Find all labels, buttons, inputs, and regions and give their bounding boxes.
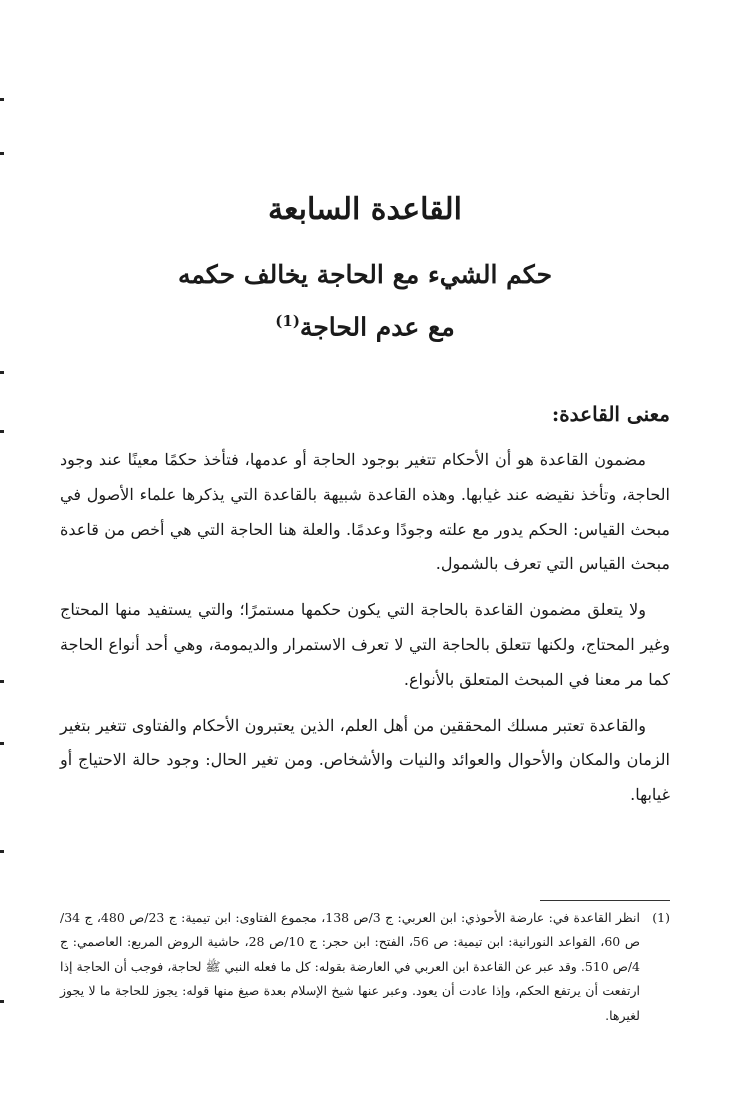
subtitle-line-2: مع عدم الحاجة: [299, 312, 455, 342]
footnote: [60, 906, 670, 1028]
footnote-text: انظر القاعدة في: عارضة الأحوذي: ابن العربي: ج 3/ص 138، مجموع الفتاوى: ابن تيمية: ج 23/ص 480، ج 34/ص 60، القواعد النورانية: ابن تيمية: ص 56، الفتح: ابن حجر: ج 10/ص 28، حاشية الروض المربع: العاصمي: ج 4/ص 510. وقد عبر عن القاعدة ابن العربي في العارضة بقوله: كل ما فعله النبي ﷺ لحاجة، فوجب أن الحاجة إذا ارتفعت أن يرتفع الحكم، وإذا عادت أن يعود. وعبر عنها شيخ الإسلام بعدة صيغ منها قوله: يجوز للحاجة ما لا يجوز لغيرها.: [60, 910, 640, 1023]
paragraph: ولا يتعلق مضمون القاعدة بالحاجة التي يكون حكمها مستمرًا؛ والتي يستفيد منها المحتاج وغير المحتاج، ولكنها تتعلق بالحاجة التي لا تعرف الاستمرار والديمومة، وهي أحد أنواع الحاجة كما مر معنا في المبحث المتعلق بالأنواع.: [60, 600, 670, 689]
paragraph: مضمون القاعدة هو أن الأحكام تتغير بوجود الحاجة أو عدمها، فتأخذ حكمًا معينًا عند وجود الحاجة، وتأخذ نقيضه عند غيابها. وهذه القاعدة شبيهة بالقاعدة التي يذكرها علماء الأصول في مبحث القياس: الحكم يدور مع علته وجودًا وعدمًا. والعلة هنا الحاجة التي هي أخص من قاعدة مبحث القياس التي تعرف بالشمول.: [60, 450, 670, 574]
margin-mark: [0, 680, 4, 683]
subtitle-line-1: حكم الشيء مع الحاجة يخالف حكمه: [177, 260, 553, 289]
margin-mark: [0, 371, 4, 374]
margin-mark: [0, 742, 4, 745]
footnote-divider: [540, 900, 670, 901]
footnote-number: (1): [652, 910, 670, 925]
paragraph: والقاعدة تعتبر مسلك المحققين من أهل العلم، الذين يعتبرون الأحكام والفتاوى تتغير بتغير الزمان والمكان والأحوال والعوائد والنيات والأشخاص. ومن تغير الحال: وجود حالة الاحتياج أو غيابها.: [60, 715, 670, 805]
margin-mark: [0, 98, 4, 101]
margin-mark: [0, 430, 4, 433]
margin-mark: [0, 850, 4, 853]
footnotes: [60, 906, 670, 1028]
footnote-reference: (1): [275, 312, 300, 330]
margin-mark: [0, 1000, 4, 1003]
margin-mark: [0, 152, 4, 155]
rule-subtitle: [60, 252, 670, 350]
body-text: [60, 443, 670, 813]
section-heading: معنى القاعدة:: [551, 402, 670, 426]
page-title: القاعدة السابعة: [268, 192, 462, 227]
